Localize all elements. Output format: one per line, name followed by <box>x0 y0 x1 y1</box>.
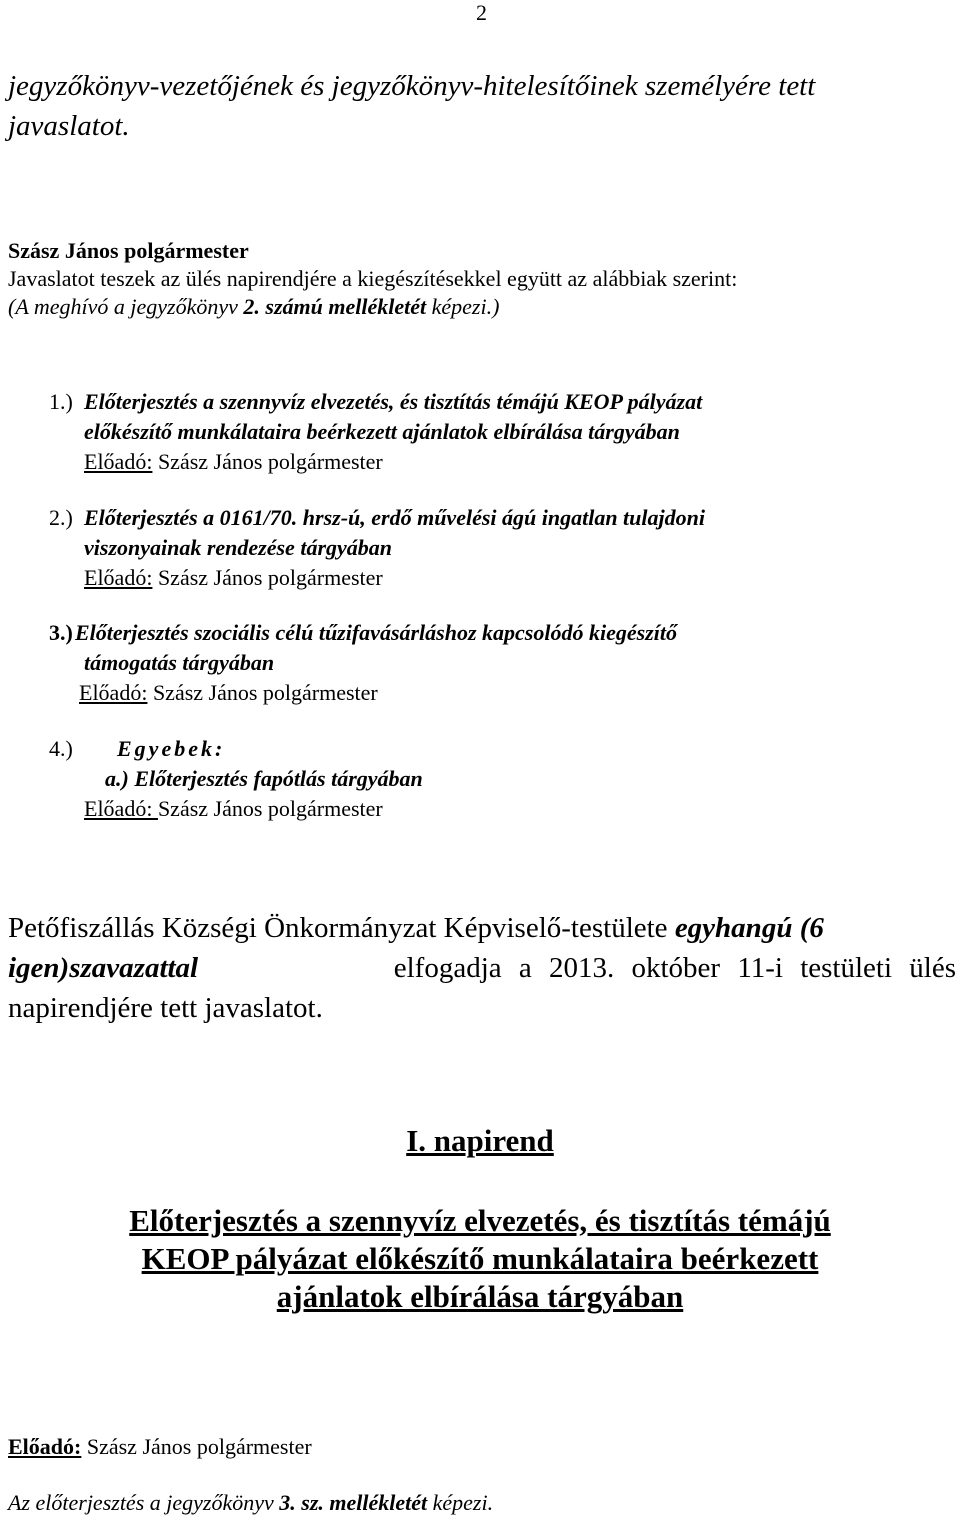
page-number: 2 <box>476 0 487 25</box>
agenda-1-presenter: Előadó: Szász János polgármester <box>84 449 383 474</box>
section-title-line-2: KEOP pályázat előkészítő munkálataira beérkezett <box>141 1241 819 1276</box>
resolution-line-1: Petőfiszállás Községi Önkormányzat Képviselő-testülete egyhangú (6 <box>8 912 824 944</box>
footer-presenter: Előadó: Szász János polgármester <box>8 1434 312 1459</box>
resolution-line-3: napirendjére tett javaslatot. <box>8 992 323 1024</box>
agenda-3-number: 3.) <box>49 620 73 645</box>
agenda-3-title-line-2: támogatás tárgyában <box>84 650 275 675</box>
section-title-line-3: ajánlatok elbírálása tárgyában <box>276 1279 684 1314</box>
intro-line-1: jegyzőkönyv-vezetőjének és jegyzőkönyv-hitelesítőinek személyére tett <box>8 70 816 102</box>
section-heading: I. napirend <box>406 1123 554 1158</box>
agenda-2-presenter: Előadó: Szász János polgármester <box>84 565 383 590</box>
agenda-2-title-line-1: Előterjesztés a 0161/70. hrsz-ú, erdő művelési ágú ingatlan tulajdoni <box>84 505 705 530</box>
agenda-1-title-line-2: előkészítő munkálataira beérkezett ajánlatok elbírálása tárgyában <box>84 419 680 444</box>
mayor-heading: Szász János polgármester <box>8 238 249 263</box>
intro-line-2: javaslatot. <box>8 110 130 142</box>
appendix-note: (A meghívó a jegyzőkönyv 2. számú mellékletét képezi.) <box>8 294 500 319</box>
agenda-4a-presenter: Előadó: Szász János polgármester <box>84 796 383 821</box>
agenda-3-presenter: Előadó: Szász János polgármester <box>79 680 378 705</box>
agenda-1-title-line-1: Előterjesztés a szennyvíz elvezetés, és tisztítás témájú KEOP pályázat <box>84 389 703 414</box>
agenda-4a-title: a.) Előterjesztés fapótlás tárgyában <box>105 766 423 791</box>
agenda-4-heading: Egyebek: <box>117 736 226 761</box>
proposal-text: Javaslatot teszek az ülés napirendjére a kiegészítésekkel együtt az alábbiak szerint: <box>8 266 738 291</box>
section-title-line-1: Előterjesztés a szennyvíz elvezetés, és tisztítás témájú <box>129 1203 831 1238</box>
footer-appendix-note: Az előterjesztés a jegyzőkönyv 3. sz. mellékletét képezi. <box>8 1490 494 1515</box>
agenda-3-title-line-1: Előterjesztés szociális célú tűzifavásárláshoz kapcsolódó kiegészítő <box>75 620 677 645</box>
agenda-2-title-line-2: viszonyainak rendezése tárgyában <box>84 535 392 560</box>
agenda-1-number: 1.) <box>49 389 73 414</box>
agenda-2-number: 2.) <box>49 505 73 530</box>
resolution-line-2: igen) szavazattal elfogadja a 2013. október 11-i testületi ülés <box>8 952 956 984</box>
agenda-4-number: 4.) <box>49 736 73 761</box>
